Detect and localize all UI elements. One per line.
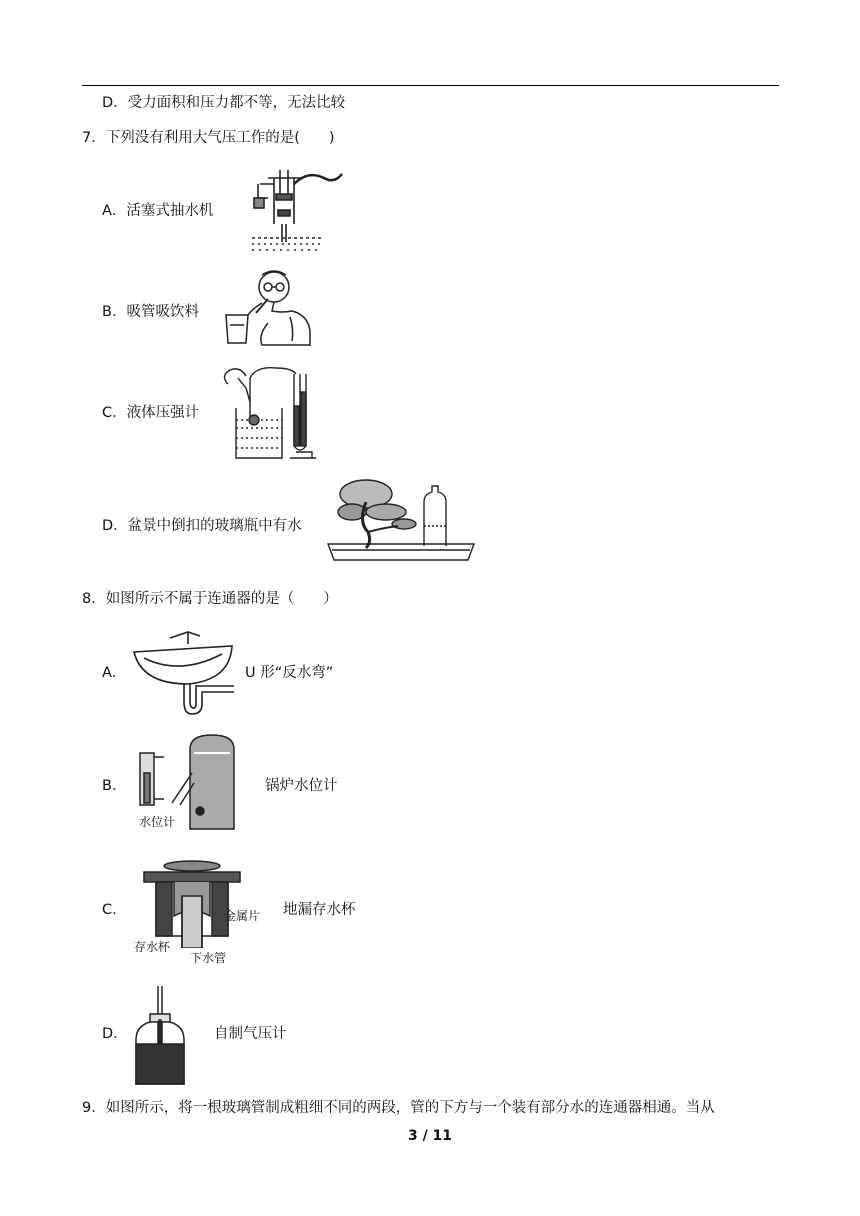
floor-drain-label-cup: 存水杯 — [134, 940, 171, 954]
bonsai-bottle-figure — [322, 472, 480, 564]
piston-pump-figure — [238, 164, 348, 256]
liquid-manometer-figure — [216, 362, 322, 462]
q7-stem: 7．下列没有利用大气压工作的是( ) — [82, 130, 335, 146]
floor-drain-label-pipe: 下水管 — [190, 951, 227, 965]
q8-stem: 8．如图所示不属于连通器的是（ ） — [82, 591, 338, 607]
floor-drain-label-metal: 金属片 — [224, 909, 261, 923]
q6-option-d: D．受力面积和压力都不等，无法比较 — [102, 95, 346, 111]
q8-option-a-caption: U 形“反水弯” — [245, 665, 334, 681]
q9-stem: 9．如图所示，将一根玻璃管制成粗细不同的两段，管的下方与一个装有部分水的连通器相通。当从 — [82, 1100, 715, 1116]
page-number: 3 / 11 — [407, 1128, 453, 1144]
q7-option-a-label: A．活塞式抽水机 — [102, 203, 214, 219]
sink-trap-figure — [128, 626, 238, 722]
floor-drain-figure — [142, 856, 242, 948]
q8-option-c-caption: 地漏存水杯 — [283, 902, 356, 918]
q7-option-c-label: C．液体压强计 — [102, 405, 200, 421]
q8-option-b-caption: 锅炉水位计 — [265, 778, 338, 794]
q8-option-d-caption: 自制气压计 — [214, 1026, 287, 1042]
header-rule — [82, 85, 779, 86]
straw-drinking-figure — [222, 265, 314, 349]
q8-option-b-letter: B． — [102, 778, 127, 794]
q8-option-d-letter: D． — [102, 1026, 128, 1042]
boiler-gauge-label: 水位计 — [139, 815, 176, 829]
q8-option-c-letter: C． — [102, 902, 127, 918]
q8-option-a-letter: A． — [102, 665, 127, 681]
q7-option-d-label: D．盆景中倒扣的玻璃瓶中有水 — [102, 518, 302, 534]
q7-option-b-label: B．吸管吸饮料 — [102, 304, 199, 320]
homemade-barometer-figure — [132, 984, 192, 1088]
